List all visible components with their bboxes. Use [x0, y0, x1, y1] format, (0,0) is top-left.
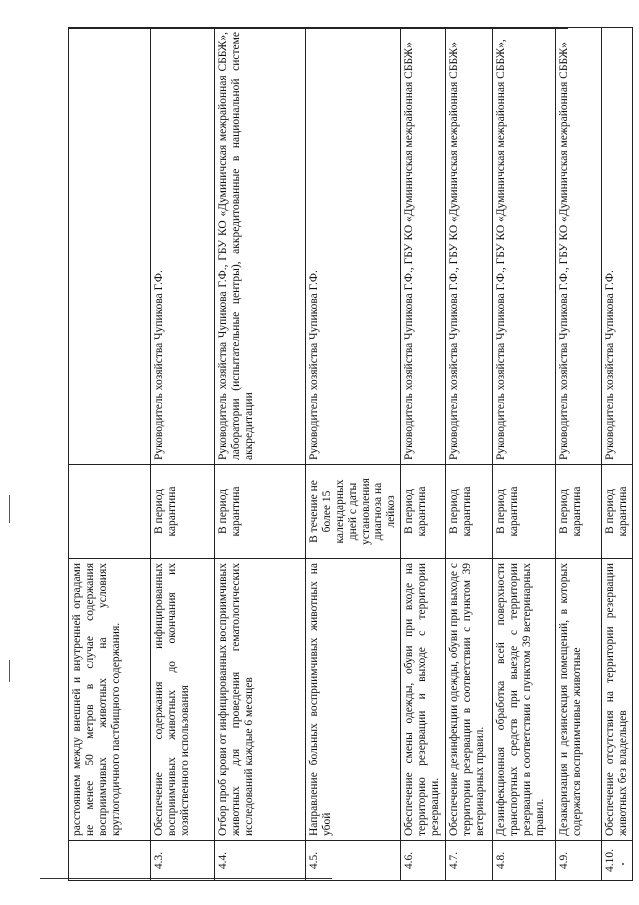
- table-row: [556, 28, 602, 881]
- responsible-cell: Руководитель хозяйства Чупикова Г.Ф.: [306, 28, 401, 465]
- rotated-table-container: [68, 28, 629, 881]
- measure-cell: Дезакаризация и дезинсекция помещений, в которых содержатся восприимчивые животные: [556, 559, 602, 841]
- term-cell: В период карантина: [446, 465, 493, 559]
- table-row: [401, 28, 446, 881]
- measure-cell: Направление больных восприимчивых животных на убой: [306, 559, 401, 841]
- term-cell: В период карантина: [401, 465, 446, 559]
- term-cell: В период карантина: [215, 465, 306, 559]
- quarantine-measures-table: [68, 27, 633, 881]
- responsible-cell: [69, 28, 151, 465]
- term-cell: В период карантина: [151, 465, 215, 559]
- row-number: 4.6.: [401, 841, 446, 881]
- responsible-cell: Руководитель хозяйства Чупикова Г.Ф.: [151, 28, 215, 465]
- term-cell: В период карантина: [493, 465, 556, 559]
- responsible-cell: Руководитель хозяйства Чупикова Г.Ф., ГБУ КО «Думиничская межрайонная СББЖ»: [401, 28, 446, 465]
- row-number: 4.5.: [306, 841, 401, 881]
- table-row: [446, 28, 493, 881]
- table-row: [306, 28, 401, 881]
- term-cell: [69, 465, 151, 559]
- measure-cell: Обеспечение отсутствия на территории резервации животных без владельцев: [602, 559, 633, 841]
- row-number: 4.3.: [151, 841, 215, 881]
- scan-margin-mark: [9, 495, 10, 523]
- row-number: 4.8.: [493, 841, 556, 881]
- measure-cell: расстоянием между внешней и внутренней оградами не менее 50 метров в случае содержания восприимчивых животных на условиях круглогодичного пастбищного содержания.: [69, 559, 151, 841]
- row-number: 4.9.: [556, 841, 602, 881]
- row-number: 4.4.: [215, 841, 306, 881]
- row-number: 4.10.: [602, 841, 633, 881]
- term-cell: В течение не более 15 календарных дней с даты установления диагноза на лейкоз: [306, 465, 401, 559]
- row-number: 4.7.: [446, 841, 493, 881]
- table-row: [493, 28, 556, 881]
- term-cell: В период карантина: [602, 465, 633, 559]
- term-cell: В период карантина: [556, 465, 602, 559]
- measure-cell: Отбор проб крови от инфицированных восприимчивых животных для проведения гематологических исследований каждые 6 месяцев: [215, 559, 306, 841]
- responsible-cell: Руководитель хозяйства Чупикова Г.Ф., ГБУ КО «Думиничская межрайонная СББЖ», лаборатории (испытательные центры), аккредитованные в национальной системе аккредитации: [215, 28, 306, 465]
- responsible-cell: Руководитель хозяйства Чупикова Г.Ф.: [602, 28, 633, 465]
- table-row: [602, 28, 633, 881]
- measure-cell: Дезинфекционная обработка всей поверхности транспортных средств при выезде с территории резервации в соответствии с пунктом 39 ветеринарных правил.: [493, 559, 556, 841]
- measure-cell: Обеспечение смены одежды, обуви при входе на территорию резервации и выходе с территории резервации.: [401, 559, 446, 841]
- scan-margin-mark: [9, 660, 10, 682]
- responsible-cell: Руководитель хозяйства Чупикова Г.Ф., ГБУ КО «Думиничская межрайонная СББЖ»,: [493, 28, 556, 465]
- measure-cell: Обеспечение дезинфекции одежды, обуви при выходе с территории резервации в соответствии с пунктом 39 ветеринарных правил.: [446, 559, 493, 841]
- responsible-cell: Руководитель хозяйства Чупикова Г.Ф., ГБУ КО «Думиничская межрайонная СББЖ»: [556, 28, 602, 465]
- measure-cell: Обеспечение содержания инфицированных восприимчивых животных до окончания их хозяйственного использования: [151, 559, 215, 841]
- responsible-cell: Руководитель хозяйства Чупикова Г.Ф., ГБУ КО «Думиничская межрайонная СББЖ»: [446, 28, 493, 465]
- table-row: [69, 28, 151, 881]
- row-number: [69, 841, 151, 881]
- table-row: [151, 28, 215, 881]
- table-row: [215, 28, 306, 881]
